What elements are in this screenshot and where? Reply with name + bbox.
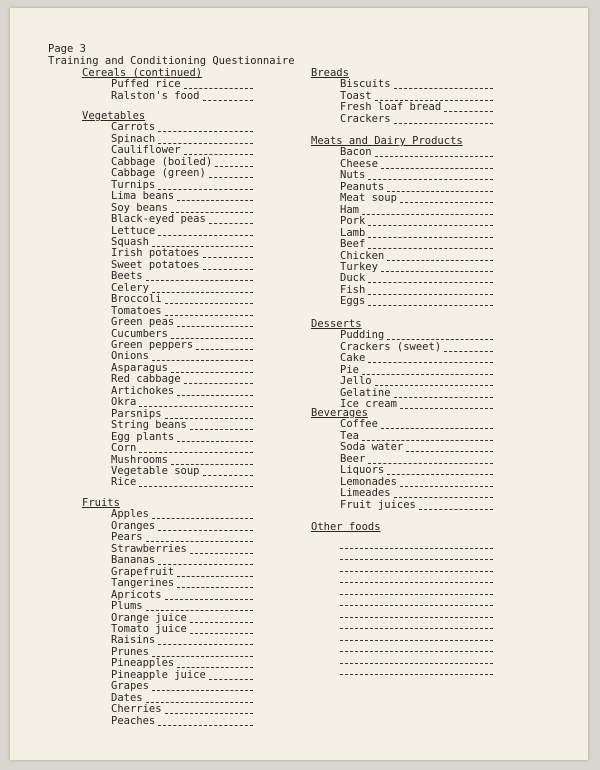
blank-answer-line[interactable]	[340, 663, 493, 664]
answer-line[interactable]	[203, 100, 253, 101]
blank-answer-line[interactable]	[340, 594, 493, 595]
section-heading-beverages: Beverages	[311, 407, 368, 419]
food-item-label: Raisins	[111, 634, 156, 647]
food-item-row	[340, 419, 493, 430]
food-item-row	[340, 500, 493, 511]
answer-line[interactable]	[444, 111, 493, 112]
section-heading-other-foods: Other foods	[311, 521, 381, 533]
answer-line[interactable]	[406, 451, 493, 452]
food-item-row	[111, 601, 253, 612]
answer-line[interactable]	[190, 633, 253, 634]
food-item-row	[111, 432, 253, 443]
food-item-row	[340, 114, 493, 125]
food-item-label: Orange juice	[111, 611, 187, 624]
food-item-row	[111, 271, 253, 282]
food-item-label: Tea	[340, 429, 359, 442]
answer-line[interactable]	[139, 486, 253, 487]
food-item-label: Eggs	[340, 295, 366, 308]
food-item-row	[111, 477, 253, 488]
answer-line[interactable]	[419, 509, 493, 510]
section-heading-meats-and-dairy-products: Meats and Dairy Products	[311, 135, 463, 147]
food-item-row	[340, 330, 493, 341]
answer-line[interactable]	[158, 235, 253, 236]
food-item-row	[111, 670, 253, 681]
food-item-row	[111, 704, 253, 715]
food-item-row	[111, 351, 253, 362]
answer-line[interactable]	[146, 280, 253, 281]
section-heading-desserts: Desserts	[311, 318, 362, 330]
food-item-row	[111, 647, 253, 658]
answer-line[interactable]	[190, 622, 253, 623]
food-item-row	[340, 91, 493, 102]
food-item-label: Okra	[111, 396, 137, 409]
food-item-label: Dates	[111, 691, 143, 704]
food-item-label: Pie	[340, 363, 359, 376]
food-item-label: Peaches	[111, 714, 156, 727]
food-item-label: Corn	[111, 442, 137, 455]
answer-line[interactable]	[165, 303, 253, 304]
answer-line[interactable]	[158, 725, 253, 726]
food-item-label: Biscuits	[340, 78, 391, 91]
answer-line[interactable]	[375, 385, 493, 386]
answer-line[interactable]	[368, 237, 493, 238]
answer-line[interactable]	[368, 179, 493, 180]
answer-line[interactable]	[203, 269, 253, 270]
section-heading-fruits: Fruits	[82, 497, 120, 509]
food-item-label: Fresh loaf bread	[340, 101, 442, 114]
food-item-label: Celery	[111, 281, 149, 294]
food-item-label: Squash	[111, 235, 149, 248]
food-item-row	[111, 260, 253, 271]
blank-answer-line[interactable]	[340, 617, 493, 618]
food-item-label: Strawberries	[111, 542, 187, 555]
food-item-row	[111, 567, 253, 578]
food-item-row	[111, 409, 253, 420]
page-number: Page 3	[48, 43, 86, 55]
answer-line[interactable]	[215, 166, 253, 167]
food-item-label: Apples	[111, 508, 149, 521]
food-item-label: Grapes	[111, 680, 149, 693]
answer-line[interactable]	[158, 131, 253, 132]
food-item-row	[340, 388, 493, 399]
answer-line[interactable]	[400, 486, 493, 487]
answer-line[interactable]	[146, 702, 253, 703]
food-item-label: Nuts	[340, 169, 366, 182]
food-item-label: Green peppers	[111, 339, 194, 351]
answer-line[interactable]	[394, 88, 493, 89]
food-item-label: Pineapples	[111, 657, 175, 670]
food-item-label: Parsnips	[111, 407, 162, 420]
food-item-row	[111, 283, 253, 294]
food-item-label: Crackers	[340, 112, 391, 125]
food-item-label: Plums	[111, 600, 143, 613]
food-item-row	[111, 317, 253, 328]
food-item-row	[340, 477, 493, 488]
food-item-label: Puffed rice	[111, 78, 181, 91]
food-item-row	[111, 122, 253, 133]
food-item-row	[111, 466, 253, 477]
food-item-row	[111, 397, 253, 408]
answer-line[interactable]	[177, 441, 253, 442]
food-item-row	[340, 79, 493, 90]
food-item-label: Red cabbage	[111, 373, 181, 386]
answer-line[interactable]	[368, 282, 493, 283]
answer-line[interactable]	[203, 257, 253, 258]
food-item-label: Sweet potatoes	[111, 258, 200, 271]
food-item-row	[111, 693, 253, 704]
food-item-row	[111, 180, 253, 191]
answer-line[interactable]	[362, 374, 493, 375]
food-item-row	[111, 509, 253, 520]
food-item-label: Pudding	[340, 329, 385, 342]
food-item-row	[340, 205, 493, 216]
food-item-label: Black-eyed peas	[111, 213, 206, 226]
food-item-label: Onions	[111, 350, 149, 363]
food-item-row	[111, 635, 253, 646]
food-item-row	[340, 159, 493, 170]
food-item-row	[111, 226, 253, 237]
food-item-row	[111, 532, 253, 543]
answer-line[interactable]	[177, 576, 253, 577]
blank-answer-line[interactable]	[340, 628, 493, 629]
blank-answer-line[interactable]	[340, 674, 493, 675]
food-item-label: Cauliflower	[111, 144, 181, 157]
answer-line[interactable]	[368, 362, 493, 363]
food-item-row	[111, 590, 253, 601]
food-item-row	[340, 102, 493, 113]
answer-line[interactable]	[177, 200, 253, 201]
answer-line[interactable]	[444, 351, 493, 352]
food-item-row	[340, 262, 493, 273]
food-item-label: Crackers (sweet)	[340, 340, 442, 353]
section-heading-vegetables: Vegetables	[82, 110, 146, 122]
food-item-label: Carrots	[111, 121, 156, 134]
food-item-label: Pears	[111, 531, 143, 544]
food-item-label: Fruit juices	[340, 498, 416, 511]
food-item-row	[340, 228, 493, 239]
food-item-row	[111, 544, 253, 555]
food-item-label: Cucumbers	[111, 327, 168, 340]
food-item-row	[111, 578, 253, 589]
blank-answer-line[interactable]	[340, 651, 493, 652]
food-item-label: Prunes	[111, 645, 149, 658]
food-item-row	[111, 681, 253, 692]
answer-line[interactable]	[152, 690, 253, 691]
food-item-label: Cabbage (green)	[111, 167, 206, 180]
food-item-row	[111, 624, 253, 635]
food-item-row	[340, 431, 493, 442]
food-item-label: Ham	[340, 203, 359, 216]
food-item-row	[111, 443, 253, 454]
food-item-label: Fish	[340, 283, 366, 296]
food-item-row	[111, 340, 253, 351]
food-item-label: Bacon	[340, 146, 372, 159]
answer-line[interactable]	[394, 123, 493, 124]
answer-line[interactable]	[165, 599, 253, 600]
blank-answer-line[interactable]	[340, 559, 493, 560]
answer-line[interactable]	[400, 202, 493, 203]
food-item-label: Green peas	[111, 316, 175, 329]
answer-line[interactable]	[368, 225, 493, 226]
food-item-label: Cake	[340, 352, 366, 365]
answer-line[interactable]	[184, 383, 253, 384]
food-item-row	[111, 386, 253, 397]
food-item-label: Pineapple juice	[111, 668, 206, 681]
food-item-label: Pork	[340, 215, 366, 228]
food-item-row	[111, 716, 253, 727]
food-item-row	[340, 285, 493, 296]
answer-line[interactable]	[171, 372, 253, 373]
food-item-label: Turnips	[111, 178, 156, 191]
answer-line[interactable]	[203, 475, 253, 476]
food-item-label: Soy beans	[111, 201, 168, 214]
answer-line[interactable]	[381, 168, 493, 169]
food-item-label: Cherries	[111, 703, 162, 716]
food-item-row	[340, 465, 493, 476]
food-item-row	[111, 329, 253, 340]
food-item-label: Tomatoes	[111, 304, 162, 317]
food-item-label: Beer	[340, 452, 366, 465]
answer-line[interactable]	[165, 713, 253, 714]
answer-line[interactable]	[190, 553, 253, 554]
food-item-row	[111, 157, 253, 168]
food-item-label: Gelatine	[340, 386, 391, 399]
food-item-label: Tangerines	[111, 577, 175, 590]
food-item-row	[340, 342, 493, 353]
answer-line[interactable]	[158, 530, 253, 531]
food-item-label: Liquors	[340, 464, 385, 477]
food-item-label: Grapefruit	[111, 565, 175, 578]
food-item-row	[340, 454, 493, 465]
food-item-label: String beans	[111, 419, 187, 432]
answer-line[interactable]	[146, 610, 253, 611]
food-item-row	[111, 145, 253, 156]
answer-line[interactable]	[209, 177, 253, 178]
section-heading-breads: Breads	[311, 67, 349, 79]
answer-line[interactable]	[139, 452, 253, 453]
food-item-label: Meat soup	[340, 192, 397, 205]
food-item-row	[340, 182, 493, 193]
answer-line[interactable]	[368, 463, 493, 464]
food-item-row	[340, 273, 493, 284]
blank-answer-line[interactable]	[340, 605, 493, 606]
food-item-label: Peanuts	[340, 180, 385, 193]
answer-line[interactable]	[152, 518, 253, 519]
answer-line[interactable]	[394, 497, 493, 498]
food-item-row	[340, 251, 493, 262]
blank-answer-line[interactable]	[340, 640, 493, 641]
answer-line[interactable]	[177, 395, 253, 396]
food-item-label: Lemonades	[340, 475, 397, 488]
answer-line[interactable]	[190, 429, 253, 430]
food-item-row	[340, 193, 493, 204]
food-item-row	[111, 79, 253, 90]
food-item-row	[340, 376, 493, 387]
food-item-row	[111, 555, 253, 566]
food-item-row	[340, 488, 493, 499]
food-item-label: Lettuce	[111, 224, 156, 237]
food-item-label: Asparagus	[111, 361, 168, 374]
food-item-label: Irish potatoes	[111, 247, 200, 260]
answer-line[interactable]	[209, 679, 253, 680]
answer-line[interactable]	[381, 428, 493, 429]
answer-line[interactable]	[387, 474, 493, 475]
food-item-row	[340, 216, 493, 227]
blank-answer-line[interactable]	[340, 548, 493, 549]
food-item-label: Tomato juice	[111, 622, 187, 635]
food-item-label: Duck	[340, 272, 366, 285]
food-item-row	[111, 134, 253, 145]
page-title: Training and Conditioning Questionnaire	[48, 55, 295, 67]
food-item-label: Turkey	[340, 260, 378, 273]
food-item-label: Spinach	[111, 132, 156, 145]
food-item-label: Egg plants	[111, 430, 175, 443]
answer-line[interactable]	[368, 294, 493, 295]
blank-answer-line[interactable]	[340, 571, 493, 572]
food-item-row	[111, 203, 253, 214]
food-item-label: Lamb	[340, 226, 366, 239]
answer-line[interactable]	[381, 271, 493, 272]
answer-line[interactable]	[375, 156, 493, 157]
food-item-row	[340, 365, 493, 376]
food-item-label: Ice cream	[340, 398, 397, 411]
food-item-label: Vegetable soup	[111, 464, 200, 477]
answer-line[interactable]	[400, 408, 493, 409]
answer-line[interactable]	[196, 349, 253, 350]
food-item-row	[111, 306, 253, 317]
answer-line[interactable]	[387, 191, 493, 192]
section-heading-cereals-continued: Cereals (continued)	[82, 67, 203, 79]
food-item-label: Broccoli	[111, 293, 162, 306]
food-item-label: Mushrooms	[111, 453, 168, 466]
food-item-row	[340, 239, 493, 250]
food-item-row	[111, 658, 253, 669]
food-item-label: Coffee	[340, 418, 378, 431]
food-item-row	[111, 374, 253, 385]
blank-answer-line[interactable]	[340, 582, 493, 583]
food-item-row	[340, 442, 493, 453]
food-item-row	[340, 296, 493, 307]
food-item-row	[340, 170, 493, 181]
answer-line[interactable]	[165, 315, 253, 316]
answer-line[interactable]	[368, 248, 493, 249]
food-item-label: Beef	[340, 238, 366, 251]
answer-line[interactable]	[394, 397, 493, 398]
food-item-label: Soda water	[340, 441, 404, 454]
food-item-label: Chicken	[340, 249, 385, 262]
food-item-row	[111, 214, 253, 225]
answer-line[interactable]	[152, 292, 253, 293]
food-item-row	[111, 455, 253, 466]
food-item-label: Lima beans	[111, 190, 175, 203]
food-item-row	[111, 294, 253, 305]
answer-line[interactable]	[177, 326, 253, 327]
food-item-row	[111, 237, 253, 248]
questionnaire-page	[10, 8, 588, 760]
food-item-label: Bananas	[111, 554, 156, 567]
food-item-row	[111, 168, 253, 179]
answer-line[interactable]	[158, 644, 253, 645]
food-item-row	[340, 147, 493, 158]
answer-line[interactable]	[209, 223, 253, 224]
food-item-row	[111, 248, 253, 259]
food-item-row	[111, 191, 253, 202]
food-item-row	[111, 363, 253, 374]
food-item-label: Cheese	[340, 157, 378, 170]
food-item-label: Jello	[340, 375, 372, 388]
answer-line[interactable]	[362, 214, 493, 215]
food-item-row	[111, 420, 253, 431]
food-item-row	[340, 353, 493, 364]
answer-line[interactable]	[387, 260, 493, 261]
answer-line[interactable]	[368, 305, 493, 306]
food-item-label: Apricots	[111, 588, 162, 601]
food-item-row	[111, 613, 253, 624]
answer-line[interactable]	[177, 587, 253, 588]
food-item-row	[111, 521, 253, 532]
food-item-label: Artichokes	[111, 384, 175, 397]
food-item-label: Limeades	[340, 487, 391, 500]
food-item-label: Oranges	[111, 519, 156, 532]
food-item-label: Rice	[111, 476, 137, 489]
food-item-label: Cabbage (boiled)	[111, 155, 213, 168]
food-item-label: Toast	[340, 89, 372, 102]
food-item-row	[111, 91, 253, 102]
food-item-label: Beets	[111, 270, 143, 283]
food-item-label: Ralston's food	[111, 89, 200, 102]
